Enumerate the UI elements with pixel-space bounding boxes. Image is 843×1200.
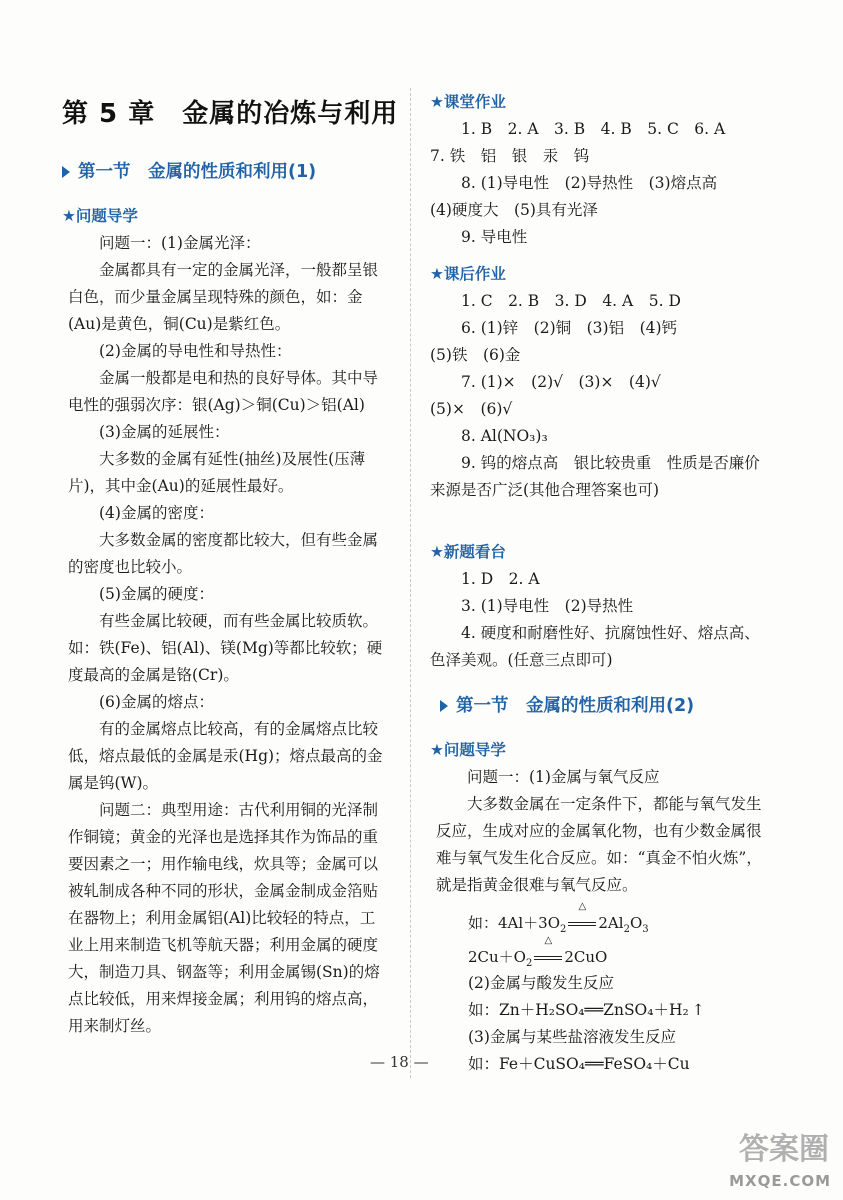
answer-line: 9. 钨的熔点高 银比较贵重 性质是否廉价 来源是否广泛(其他合理答案也可) [430,454,776,499]
reaction-item: (2)金属与酸发生反应 [468,974,614,992]
section1-title-text: 第一节 金属的性质和利用(1) [78,162,317,182]
para: 有些金属比较硬，而有些金属比较质软。如：铁(Fe)、铝(Al)、镁(Mg)等都比较软；硬度最高的金属是铬(Cr)。 [68,612,383,684]
formula1-suffix: 2Al [598,914,624,932]
section2-title-text: 第一节 金属的性质和利用(2) [456,696,695,716]
ketang-answers [430,116,770,251]
q2-body [436,764,770,899]
answer-line: 9. 导电性 [461,228,528,246]
answer-line: (5)× (6)√ [430,400,513,418]
formula1-prefix: 如：4Al＋3O [468,914,561,932]
heat-symbol: △ [544,935,553,946]
formula-al-o2: 如：$4Al+3O_2$ △ $2Al_2O_3$ [468,901,649,935]
para: (6)金属的熔点： [99,693,214,711]
formula3-text: 如：Zn＋H₂SO₄══ZnSO₄＋H₂ [468,1001,689,1019]
xinti-header: ★新题看台 [430,543,506,561]
para: (4)金属的密度： [99,504,214,522]
answer-line: 1. B 2. A 3. B 4. B 5. C 6. A [461,120,726,138]
para: (5)金属的硬度： [99,585,214,603]
kehou-answers [430,288,776,504]
section2-title [440,692,694,717]
para: 大多数金属的密度都比较大，但有些金属的密度也比较小。 [68,531,379,576]
watermark-logo: 答案圈 [739,1132,829,1167]
triangle-icon [440,700,448,712]
para: 金属都具有一定的金属光泽，一般都呈银白色，而少量金属呈现特殊的颜色，如：金(Au)是黄色，铜(Cu)是紫红色。 [68,261,379,333]
gas-arrow-icon: ↑ [691,1001,705,1019]
condition-eq [566,901,598,932]
answer-line: 3. (1)导电性 (2)导热性 [461,597,634,615]
ketang-header: ★课堂作业 [430,93,506,111]
heat-symbol: △ [578,901,587,912]
watermark-text: MXQE.COM [729,1172,831,1190]
kehou-header: ★课后作业 [430,265,506,283]
para: (3)金属的延展性： [99,423,230,441]
column-divider [410,88,411,1078]
answer-line: 4. 硬度和耐磨性好、抗腐蚀性好、熔点高、色泽美观。(任意三点即可) [430,624,760,669]
reaction-formula: 如：Fe＋CuSO₄══FeSO₄＋Cu [468,1055,690,1073]
answer-line: 8. Al(NO₃)₃ [461,427,548,445]
para: (2)金属的导电性和导热性： [99,342,292,360]
page-number: — 18 — [370,1053,429,1071]
answer-line: 7. 铁 铝 银 汞 钨 [430,147,590,165]
answer-line: 1. D 2. A [461,570,540,588]
answer-line: 1. C 2. B 3. D 4. A 5. D [461,292,681,310]
answer-line: 7. (1)× (2)√ (3)× (4)√ [461,373,661,391]
formula2-prefix: 2Cu＋O [468,948,526,966]
wenti2-header: ★问题导学 [430,741,506,759]
formula-cu-o2: $2Cu+O_2$ △ 2CuO [468,935,608,969]
para: 问题一：(1)金属光泽： [99,234,261,252]
left-wenti-header: ★问题导学 [62,207,138,225]
reaction-item: (3)金属与某些盐溶液发生反应 [468,1028,676,1046]
xinti-answers [430,566,770,674]
para: 有的金属熔点比较高，有的金属熔点比较低，熔点最低的金属是汞(Hg)；熔点最高的金属是钨(W)。 [68,720,383,792]
answer-line: 8. (1)导电性 (2)导热性 (3)熔点高 [461,174,718,192]
para: 大多数的金属有延性(抽丝)及展性(压薄片)，其中金(Au)的延展性最好。 [68,450,366,495]
para: 金属一般都是电和热的良好导体。其中导电性的强弱次序：银(Ag)＞铜(Cu)＞铝(Al) [68,369,379,414]
answer-line: (5)铁 (6)金 [430,346,521,364]
para: 大多数金属在一定条件下，都能与氧气发生反应，生成对应的金属氧化物，也有少数金属很难与氧气发生化合反应。如：“真金不怕火炼”，就是指黄金很难与氧气反应。 [436,795,762,894]
reaction-formula [468,997,768,1024]
condition-eq [532,935,564,966]
answer-line: 6. (1)锌 (2)铜 (3)铝 (4)钙 [461,319,678,337]
section1-title [62,158,316,183]
q2-items [468,970,768,1078]
formula2-suffix: 2CuO [564,948,608,966]
triangle-icon [62,166,70,178]
answer-line: (4)硬度大 (5)具有光泽 [430,201,598,219]
para: 问题二：典型用途：古代利用铜的光泽制作铜镜；黄金的光泽也是选择其作为饰品的重要因素之一；用作输电线，炊具等；金属可以被轧制成各种不同的形状，金属金制成金箔贴在器物上；利用金属铝(Al)比较轻的特点，工业上用来制造飞机等航天器；利用金属的硬度大，制造刀具、钢盔等；利用金属锡(Sn)的熔点比较低，用来焊接金属；利用钨的熔点高，用来制灯丝。 [68,801,380,1035]
chapter-title: 第 5 章 金属的冶炼与利用 [62,99,399,129]
left-body [68,230,390,1040]
para: 问题一：(1)金属与氧气反应 [467,768,660,786]
